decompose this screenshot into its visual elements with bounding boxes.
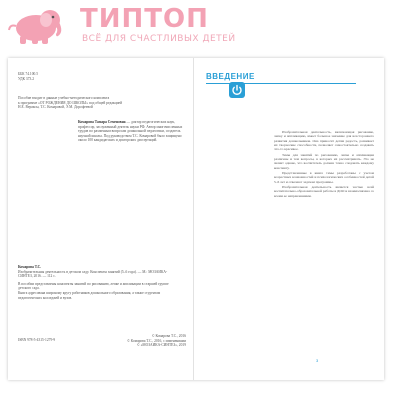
right-page	[196, 58, 384, 380]
approval-line: к программе «ОТ РОЖДЕНИЯ ДО ШКОЛЫ» под общей редакцией	[18, 100, 123, 105]
intro-body	[274, 130, 374, 199]
section-title: ВВЕДЕНИЕ	[206, 72, 255, 81]
power-icon	[229, 82, 245, 98]
approval-line: Пособие входит в данные учебно-методического комплекта	[18, 96, 110, 100]
brand-subtitle: ВСЁ ДЛЯ СЧАСТЛИВЫХ ДЕТЕЙ	[82, 34, 236, 44]
author-bio	[78, 120, 184, 143]
catalog-entry	[18, 265, 178, 300]
bbk-line: ББК 74.100.5	[18, 72, 39, 76]
bbk-block	[18, 72, 38, 81]
left-page	[8, 58, 194, 380]
catalog-note: В пособии представлены конспекты занятий по рисованию, лепке и аппликации в старшей группе детского сада.	[18, 281, 169, 291]
paragraph: Темы для занятий по рисованию, лепке и аппликации различны и тем вопросы, в которых их рассматривать. Это не значит однако, что воспитатель должен точно следовать каждому конспекту.	[274, 152, 374, 170]
paragraph: Изобразительная деятельность, включающая рисование, лепку и аппликацию, имеет большое значение для всестороннего развития дошкольников. Она приносит детям радость, развивает их творческие способности, позволяет самостоятельно создавать что-то красивое.	[274, 130, 374, 152]
copyright-line: © Комарова Т.С., 2016	[151, 334, 186, 338]
site-banner	[0, 0, 400, 50]
brand-title: ТИПТОП	[80, 4, 209, 34]
author-portrait-placeholder	[18, 124, 70, 156]
udk-line: УДК 373.2	[18, 76, 35, 81]
elephant-icon	[4, 6, 64, 46]
copyright-line: © Комарова Т.С., 2016, с изменениями	[127, 338, 186, 343]
author-bio-text: — доктор педагогических наук, профессор, заслуженный деятель науки РФ. Автор многочисленных трудов по различным вопросам дошкольной педагогики, создатель научной школы. Под руководством Т.С. Комаровой было защищено около 100 кандидатских и докторских диссертаций.	[78, 120, 183, 143]
author-name: Комарова Тамара Семеновна	[78, 120, 126, 124]
page-number: 3	[316, 358, 319, 363]
catalog-author: Комарова Т.С.	[18, 265, 42, 269]
book-spread	[8, 58, 384, 380]
copyright-block	[114, 334, 186, 348]
approval-line: Н.Е. Вераксы, Т.С. Комаровой, Э.М. Дорофеевой	[18, 105, 93, 110]
copyright-line: © «МОЗАИКА-СИНТЕЗ», 2019	[136, 343, 186, 348]
paragraph: Изобразительная деятельность является частью всей воспитательно-образовательной работы в ДОО и взаимосвязана со всеми ее направлениями.	[274, 185, 374, 198]
approval-block	[18, 96, 122, 110]
catalog-title: Изобразительная деятельность в детском саду. Конспекты занятий (5–6 года). — М.: МОЗАИКА-СИНТЕЗ, 2016. — 112 с.	[18, 269, 168, 279]
isbn: ISBN 978-5-4315-1279-9	[18, 338, 56, 342]
paragraph: Представленные в книге темы разработаны с учетом возрастных возможностей и психологических особенностей детей 5–6 лет и отвечают задачам программы.	[274, 171, 374, 184]
catalog-note: Книга адресована широкому кругу работников дошкольного образования, а также студентам педагогических колледжей и вузов.	[18, 290, 161, 300]
